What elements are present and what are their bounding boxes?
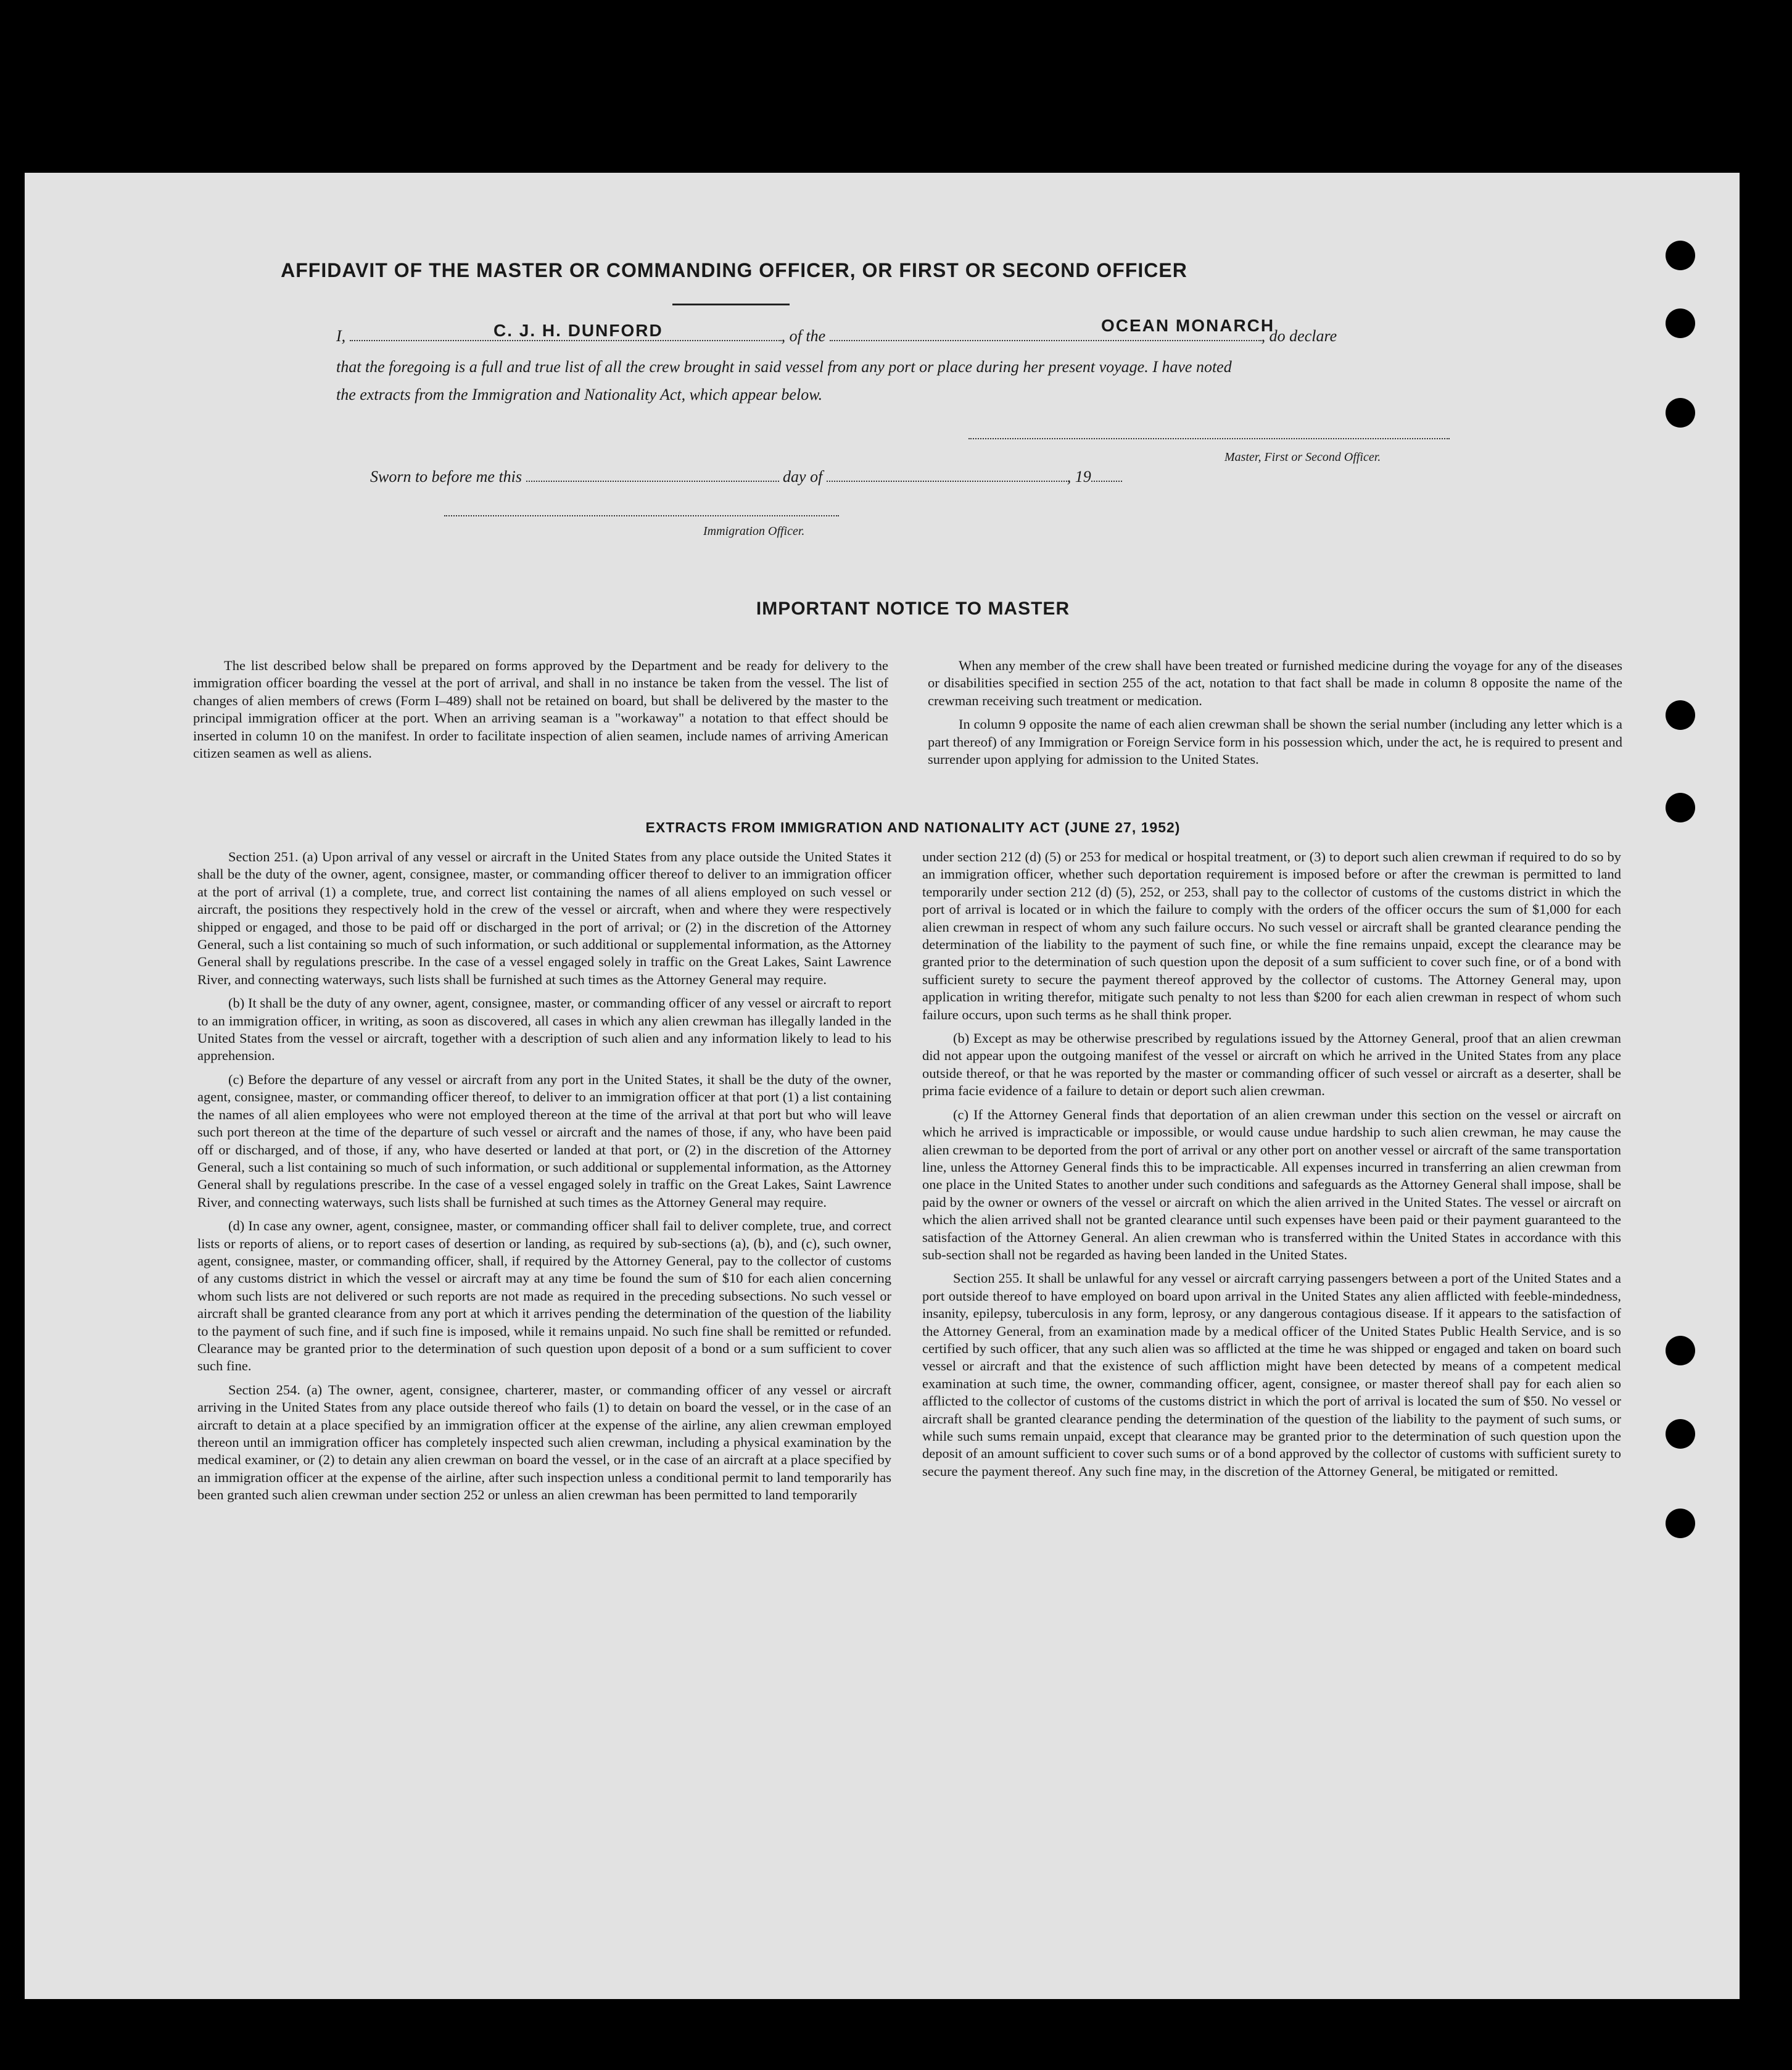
- extract-paragraph: Section 254. (a) The owner, agent, consignee, charterer, master, or commanding officer of any vessel or aircraft arriving in the United States from any place outside thereof who fails (1) to detain on board the vessel, or in the case of an aircraft to detain at a place specified by an immigration officer at the expense of the airline, any alien crewman employed thereon until an immigration officer has completely inspected such alien crewman, including a physical examination by the medical examiner, or (2) to detain any alien crewman on board the vessel, or in the case of an aircraft at a place specified by an immigration officer at the expense of the airline, after such inspection unless a conditional permit to land temporarily has been granted such alien crewman under section 252 or unless an alien crewman has been permitted to land temporarily: [197, 1381, 891, 1503]
- punch-hole: [1666, 1509, 1695, 1538]
- affidavit-title: AFFIDAVIT OF THE MASTER OR COMMANDING OFFICER, OR FIRST OR SECOND OFFICER: [281, 259, 1187, 281]
- punch-hole: [1666, 700, 1695, 730]
- form-sheet: [25, 173, 1740, 1999]
- punch-hole: [1666, 1336, 1695, 1365]
- sworn-prefix: Sworn to before me this: [370, 468, 522, 486]
- punch-hole: [1666, 793, 1695, 822]
- statement-line-2: the extracts from the Immigration and Nationality Act, which appear below.: [336, 386, 823, 404]
- officer-signature-line: [444, 515, 839, 516]
- extract-paragraph: (b) It shall be the duty of any owner, agent, consignee, master, or commanding officer of any vessel or aircraft to report to an immigration officer, in writing, as soon as discovered, all cases in which any alien crewman has illegally landed in the United States from the vessel or aircraft, together with a description of such alien and any information likely to lead to his apprehension.: [197, 995, 891, 1064]
- vessel-name-value: OCEAN MONARCH: [1101, 316, 1275, 335]
- master-signature-line: [968, 438, 1450, 439]
- extract-paragraph: Section 255. It shall be unlawful for any vessel or aircraft carrying passengers between a port of the United States and a port outside thereof to have employed on board upon arrival in the United States any alien afflicted with feeble-mindedness, insanity, epilepsy, tuberculosis in any form, leprosy, or any dangerous contagious disease. If it appears to the satisfaction of the Attorney General, from an examination made by a medical officer of the United States Public Health Service, and is so certified by such officer, that any such alien was so afflicted at the time he was shipped or engaged and taken on board such vessel or aircraft and that the existence of such affliction might have been detected by means of a competent medical examination at such time, the owner, commanding officer, agent, consignee, or master thereof shall pay for each alien so afflicted to the collector of customs of the customs district in which the port of arrival is located the sum of $50. No vessel or aircraft shall be granted clearance pending the determination of the question of the liability to the payment of such sums, or while such sums remain unpaid, except that clearance may be granted prior to the determination of such question upon the deposit of an amount sufficient to cover such sums or of a bond approved by the collector of customs with sufficient surety to secure the payment thereof. Any such fine may, in the discretion of the Attorney General, be mitigated or remitted.: [922, 1270, 1621, 1479]
- extract-paragraph: (d) In case any owner, agent, consignee, master, or commanding officer shall fail to deliver complete, true, and correct lists or reports of aliens, or to report cases of desertion or landing, as required by sub-sections (a), (b), and (c), such owner, agent, consignee, master, or commanding officer, shall, if required by the Attorney General, pay to the collector of customs of any customs district in which the vessel or aircraft may at any time be found the sum of $10 for each alien concerning whom such lists are not delivered or such reports are not made as required in the preceding subsections. No such vessel or aircraft shall be granted clearance from any port at which it arrives pending the determination of the question of the liability to the payment of such fine, and if such fine is imposed, while it remains unpaid. No such fine shall be remitted or refunded. Clearance may be granted prior to the determination of such question upon deposit of a bond or a sum sufficient to cover such fine.: [197, 1218, 891, 1374]
- punch-hole: [1666, 308, 1695, 338]
- sworn-line: [370, 468, 1122, 486]
- notice-right-paragraph-1: When any member of the crew shall have been treated or furnished medicine during the voyage for any of the diseases or disabilities specified in section 255 of the act, notation to that fact shall be made in column 8 opposite the name of the crewman receiving such treatment or medication.: [928, 658, 1622, 708]
- declaration-prefix: I,: [336, 327, 346, 345]
- punch-hole: [1666, 398, 1695, 428]
- sworn-day-field: [526, 481, 779, 482]
- sworn-year-field: [1091, 481, 1122, 482]
- notice-left-column: [193, 657, 888, 762]
- master-name-value: C. J. H. DUNFORD: [493, 321, 663, 340]
- day-of-label: day of: [783, 468, 823, 486]
- extract-paragraph: Section 251. (a) Upon arrival of any vessel or aircraft in the United States from any place outside the United States it shall be the duty of the owner, agent, consignee, master, or commanding officer thereof to deliver to an immigration officer at the port of arrival (1) a complete, true, and correct list containing the names of all aliens employed on such vessel or aircraft, the positions they respectively hold in the crew of the vessel or aircraft, when and where they were respectively shipped or engaged, and those to be paid off or discharged in the port of arrival; or (2) in the discretion of the Attorney General, such a list containing so much of such information, or such additional or supplemental information, as the Attorney General shall by regulations prescribe. In the case of a vessel engaged solely in traffic on the Great Lakes, Saint Lawrence River, and connecting waterways, such lists shall be furnished at such times as the Attorney General may require.: [197, 849, 891, 987]
- extracts-left-column: [197, 848, 891, 1504]
- punch-hole: [1666, 241, 1695, 270]
- title-rule: [672, 304, 790, 305]
- of-the-label: , of the: [781, 327, 826, 345]
- vessel-name-field: [830, 340, 1261, 341]
- extracts-right-column: [922, 848, 1621, 1480]
- notice-right-paragraph-2: In column 9 opposite the name of each alien crewman shall be shown the serial number (including any letter which is a part thereof) of any Immigration or Foreign Service form in his possession which, under the act, he is required to present and surrender upon applying for admission to the United States.: [928, 716, 1622, 768]
- extract-paragraph: (c) Before the departure of any vessel or aircraft from any port in the United States, it shall be the duty of the owner, agent, consignee, master, or commanding officer thereof, to deliver to an immigration officer at that port (1) a list containing the names of all alien employees who were not employed thereon at the time of the arrival at that port but who will leave such port thereon at the time of the departure of such vessel or aircraft and the names of those, if any, who have been paid off or discharged, and of those, if any, who have deserted or landed at that port, or (2) in the discretion of the Attorney General, such a list containing so much of such information, or such additional or supplemental information, as the Attorney General shall by regulations prescribe. In the case of a vessel engaged solely in traffic on the Great Lakes, Saint Lawrence River, and connecting waterways, such lists shall be furnished at such times as the Attorney General may require.: [197, 1071, 891, 1210]
- extracts-title: EXTRACTS FROM IMMIGRATION AND NATIONALITY ACT (JUNE 27, 1952): [645, 819, 1181, 835]
- notice-left-paragraph: The list described below shall be prepared on forms approved by the Department and be ready for delivery to the immigration officer boarding the vessel at the port of arrival, and shall in no instance be taken from the vessel. The list of changes of alien members of crews (Form I–489) shall not be retained on board, but shall be delivered by the master to the principal immigration officer at the port. When an arriving seaman is a "workaway" a notation to that effect should be inserted in column 10 on the manifest. In order to facilitate inspection of alien seamen, include names of arriving American citizen seamen as well as aliens.: [193, 658, 888, 761]
- extract-paragraph: (b) Except as may be otherwise prescribed by regulations issued by the Attorney General, proof that an alien crewman did not appear upon the outgoing manifest of the vessel or aircraft on which he arrived in the United States from any place outside thereof, or that he was reported by the master or commanding officer of such vessel or aircraft as a deserter, shall be prima facie evidence of a failure to detain or deport such alien crewman.: [922, 1030, 1621, 1099]
- master-signature-caption: Master, First or Second Officer.: [1224, 450, 1381, 464]
- punch-hole: [1666, 1419, 1695, 1449]
- do-declare-label: , do declare: [1261, 327, 1337, 345]
- notice-right-column: [928, 657, 1622, 768]
- officer-signature-caption: Immigration Officer.: [703, 524, 805, 538]
- year-prefix: , 19: [1067, 468, 1091, 486]
- extract-paragraph: under section 212 (d) (5) or 253 for medical or hospital treatment, or (3) to deport such alien crewman if required to do so by an immigration officer, whether such deportation requirement is imposed before or after the crewman is permitted to land temporarily under section 212 (d) (5), 252, or 253, shall pay to the collector of customs of the customs district in which the port of arrival is located or in which the failure to comply with the orders of the officer occurs the sum of $1,000 for each alien crewman in respect of whom any such failure occurs. No such vessel or aircraft shall be granted clearance pending the determination of the liability to the payment of such fine, or while the fine remains unpaid, except the clearance may be granted prior to the determination of such question upon the deposit of a sum sufficient to cover such fine, or of a bond with sufficient surety to secure the payment thereof approved by the collector of customs. The Attorney General may, upon application in writing therefor, mitigate such penalty to not less than $200 for each alien crewman in respect of whom such failure occurs, upon such terms as he shall think proper.: [922, 849, 1621, 1022]
- statement-line-1: that the foregoing is a full and true list of all the crew brought in said vessel from any port or place during her present voyage. I have noted: [336, 358, 1232, 376]
- extract-paragraph: (c) If the Attorney General finds that deportation of an alien crewman under this section on the vessel or aircraft on which he arrived is impracticable or impossible, or would cause undue hardship to such alien crewman, he may cause the alien crewman to be deported from the port of arrival or any other port on another vessel or aircraft of the same transportation line, unless the Attorney General finds this to be impracticable. All expenses incurred in transferring an alien crewman from one place in the United States to another under such conditions and safeguards as the Attorney General shall impose, shall be paid by the owner or owners of the vessel or aircraft on which the alien arrived in the United States. The vessel or aircraft on which the alien arrived shall not be granted clearance until such expenses have been paid or their payment guaranteed to the satisfaction of the Attorney General. An alien crewman who is transferred within the United States in accordance with this sub-section shall not be regarded as having been landed in the United States.: [922, 1106, 1621, 1262]
- sworn-month-field: [827, 481, 1067, 482]
- notice-title: IMPORTANT NOTICE TO MASTER: [756, 598, 1070, 619]
